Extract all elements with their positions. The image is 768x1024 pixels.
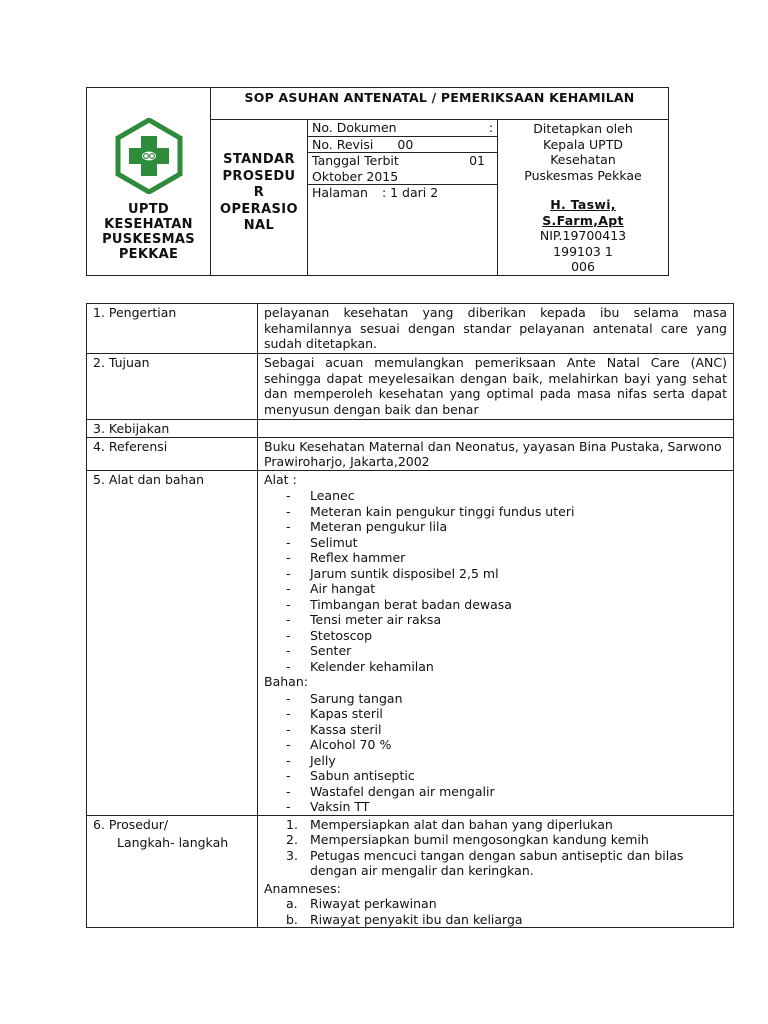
list-item-text: Tensi meter air raksa <box>310 612 442 627</box>
dash-bullet: - <box>286 737 291 752</box>
nip-line: 199103 1 <box>553 243 613 259</box>
row-content: Sebagai acuan memulangkan pemeriksaan Ante Natal Care (ANC) sehingga dapat meyelesaikan dengan baik, melahirkan bayi yang sehat dan memperoleh kesehatan yang optimal pada masa nifas serta dapat menyusun dengan baik dan benar <box>258 354 734 420</box>
logo-cell <box>87 88 211 276</box>
row-content <box>258 420 734 438</box>
dash-bullet: - <box>286 706 291 721</box>
list-item <box>286 691 727 707</box>
list-marker: 1. <box>286 816 298 832</box>
list-item-text: Kapas steril <box>310 706 383 721</box>
list-item-text: Jelly <box>310 752 336 768</box>
meta-label: No. Revisi <box>312 136 374 152</box>
row-content <box>258 815 734 928</box>
approval-line: Ditetapkan oleh <box>533 121 633 136</box>
row-content <box>258 470 734 815</box>
dash-bullet: - <box>286 612 291 627</box>
nip-line: NIP.19700413 <box>539 228 627 243</box>
row-label: 3. Kebijakan <box>87 420 258 438</box>
row-prosedur <box>87 815 734 928</box>
sop-line: NAL <box>243 218 275 233</box>
list-item <box>286 488 727 504</box>
list-item <box>286 597 727 613</box>
row-label-line: Langkah- langkah <box>117 835 229 850</box>
list-item <box>286 550 727 566</box>
dash-bullet: - <box>286 596 291 612</box>
list-item <box>286 799 727 815</box>
list-item-text: Timbangan berat badan dewasa <box>310 596 512 612</box>
org-line: KESEHATAN <box>104 217 193 232</box>
dash-bullet: - <box>286 565 291 581</box>
document-title: SOP ASUHAN ANTENATAL / PEMERIKSAAN KEHAMILAN <box>211 88 669 120</box>
dash-bullet: - <box>286 799 291 814</box>
dash-bullet: - <box>286 550 291 565</box>
signatory-title: S.Farm,Apt <box>542 212 624 228</box>
list-item-text: Mempersiapkan bumil mengosongkan kandung kemih <box>310 832 649 847</box>
puskesmas-logo-icon <box>111 118 187 194</box>
list-item <box>286 896 727 912</box>
list-item-text: Meteran pengukur lila <box>310 519 448 534</box>
list-item-text: Wastafel dengan air mengalir <box>310 783 495 799</box>
dash-bullet: - <box>286 752 291 768</box>
list-item <box>286 643 727 659</box>
row-tujuan <box>87 354 734 420</box>
org-name <box>87 202 210 262</box>
list-item-text: Petugas mencuci tangan dengan sabun antiseptic dan bilas dengan air mengalir dan keringkan. <box>310 847 684 878</box>
dash-bullet: - <box>286 534 291 550</box>
org-line: PEKKAE <box>118 247 179 262</box>
row-label: 4. Referensi <box>87 437 258 470</box>
sop-line: STANDAR <box>223 152 295 167</box>
approval-block <box>498 120 669 276</box>
list-item <box>286 784 727 800</box>
meta-value: 01 <box>469 153 485 168</box>
document-meta <box>308 120 498 276</box>
meta-label: Tanggal Terbit <box>312 153 399 168</box>
steps-list <box>264 817 727 879</box>
list-item-text: Selimut <box>310 534 358 550</box>
list-item-text: Riwayat penyakit ibu dan keliarga <box>310 911 523 927</box>
dash-bullet: - <box>286 643 291 658</box>
meta-value: Oktober 2015 <box>312 168 399 184</box>
row-kebijakan <box>87 420 734 438</box>
list-item <box>286 848 727 879</box>
list-item <box>286 612 727 628</box>
approval-line: Puskesmas Pekkae <box>524 167 642 183</box>
approval-line: Kesehatan <box>550 152 616 167</box>
alat-heading: Alat : <box>264 471 297 487</box>
list-item-text: Sabun antiseptic <box>310 768 415 783</box>
dash-bullet: - <box>286 503 291 519</box>
list-item <box>286 753 727 769</box>
meta-halaman <box>308 185 497 201</box>
sop-label <box>211 120 308 276</box>
row-label <box>87 815 258 928</box>
list-item <box>286 519 727 535</box>
list-item <box>286 706 727 722</box>
row-content: Buku Kesehatan Maternal dan Neonatus, yayasan Bina Pustaka, Sarwono Prawiroharjo, Jakarta,2002 <box>258 437 734 470</box>
list-item <box>286 768 727 784</box>
meta-label: Halaman <box>312 185 368 200</box>
list-item-text: Sarung tangan <box>310 690 403 706</box>
dash-bullet: - <box>286 783 291 799</box>
list-item-text: Riwayat perkawinan <box>310 896 437 911</box>
dash-bullet: - <box>286 581 291 596</box>
meta-no-dokumen <box>308 120 497 137</box>
list-marker: b. <box>286 911 298 927</box>
list-item-text: Kelender kehamilan <box>310 658 434 674</box>
bahan-heading: Bahan: <box>264 674 308 689</box>
list-marker: a. <box>286 896 298 911</box>
list-item-text: Mempersiapkan alat dan bahan yang diperlukan <box>310 816 613 832</box>
meta-label: No. Dokumen <box>312 120 397 135</box>
meta-value: 00 <box>397 136 414 152</box>
list-item <box>286 581 727 597</box>
list-item-text: Alcohol 70 % <box>310 737 392 752</box>
list-item-text: Vaksin TT <box>310 799 370 814</box>
meta-value: : <box>488 120 493 135</box>
org-line: PUSKESMAS <box>102 232 195 247</box>
list-item-text: Kassa steril <box>310 721 382 737</box>
list-item <box>286 566 727 582</box>
nip-line: 006 <box>571 259 595 274</box>
row-label-line: 6. Prosedur/ <box>93 816 169 832</box>
org-line: UPTD <box>128 202 169 217</box>
dash-bullet: - <box>286 768 291 783</box>
alat-list <box>264 488 727 674</box>
list-item <box>286 832 727 848</box>
sop-line: OPERASIO <box>220 201 298 217</box>
row-alat-bahan <box>87 470 734 815</box>
row-referensi <box>87 437 734 470</box>
list-item <box>286 737 727 753</box>
list-item <box>286 722 727 738</box>
signatory-name: H. Taswi, <box>550 197 616 212</box>
list-item <box>286 504 727 520</box>
list-marker: 3. <box>286 847 298 863</box>
dash-bullet: - <box>286 519 291 534</box>
dash-bullet: - <box>286 721 291 737</box>
list-item <box>286 912 727 928</box>
anamnesis-list <box>264 896 727 927</box>
row-label: 5. Alat dan bahan <box>87 470 258 815</box>
row-pengertian <box>87 304 734 354</box>
sop-line: R <box>253 185 265 200</box>
header-table <box>86 87 669 276</box>
row-label: 1. Pengertian <box>87 304 258 354</box>
list-item-text: Stetoscop <box>310 627 373 643</box>
meta-tanggal <box>308 153 497 185</box>
dash-bullet: - <box>286 627 291 643</box>
list-item-text: Leanec <box>310 488 355 503</box>
row-label: 2. Tujuan <box>87 354 258 420</box>
approval-line: Kepala UPTD <box>543 136 623 152</box>
sop-line: PROSEDU <box>222 168 296 184</box>
list-item <box>286 628 727 644</box>
list-item-text: Senter <box>310 643 352 658</box>
list-item <box>286 535 727 551</box>
bahan-list <box>264 691 727 815</box>
dash-bullet: - <box>286 488 291 503</box>
list-item <box>286 817 727 833</box>
dash-bullet: - <box>286 658 291 674</box>
meta-value: : 1 dari 2 <box>381 185 439 200</box>
dash-bullet: - <box>286 690 291 706</box>
sop-content-table <box>86 303 734 928</box>
row-content: pelayanan kesehatan yang diberikan kepada ibu selama masa kehamilannya sesuai dengan standar pelayanan antenatal care yang sudah ditetapkan. <box>258 304 734 354</box>
anamnesis-heading: Anamneses: <box>264 880 341 896</box>
list-item-text: Air hangat <box>310 581 376 596</box>
list-marker: 2. <box>286 832 298 847</box>
meta-no-revisi <box>308 137 497 154</box>
list-item-text: Meteran kain pengukur tinggi fundus uteri <box>310 503 575 519</box>
list-item <box>286 659 727 675</box>
list-item-text: Reflex hammer <box>310 550 406 565</box>
list-item-text: Jarum suntik disposibel 2,5 ml <box>310 565 499 581</box>
